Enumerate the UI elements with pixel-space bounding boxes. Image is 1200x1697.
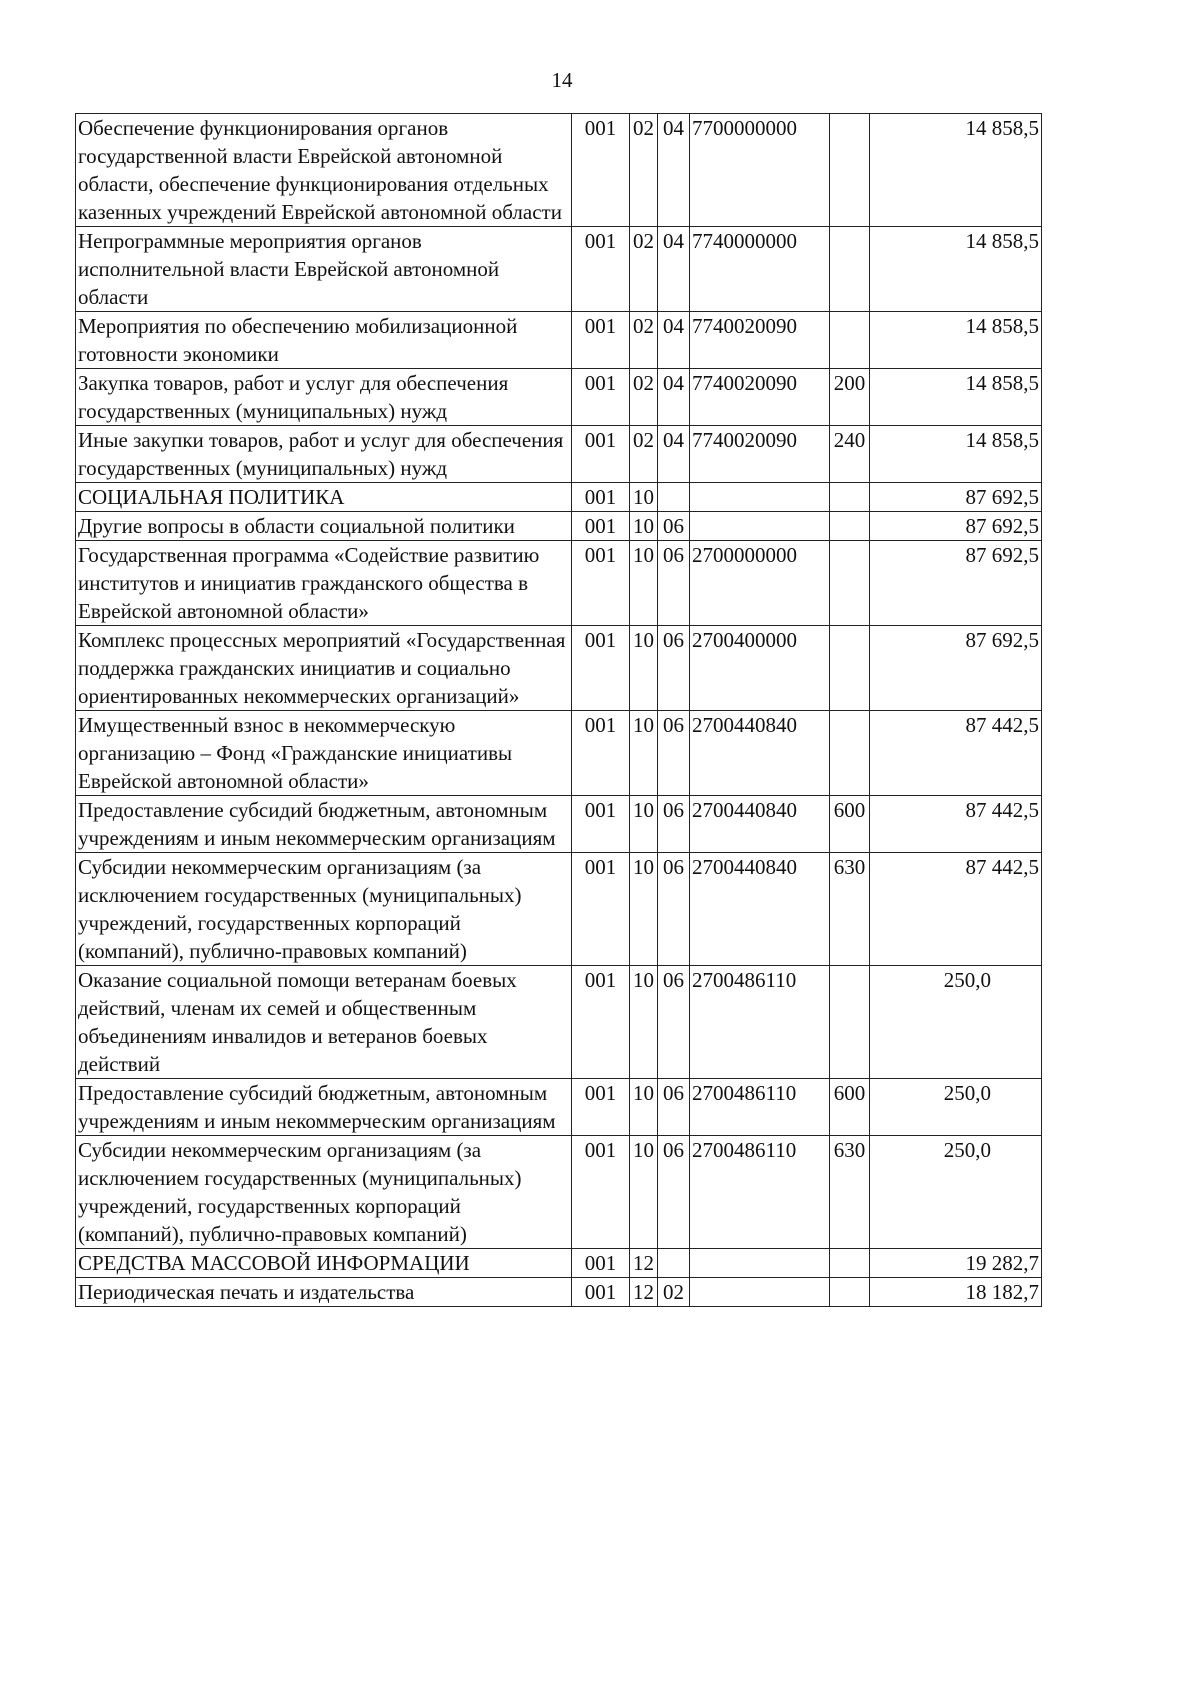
subsection-code-cell: 06 (658, 711, 690, 796)
subsection-code-cell: 04 (658, 312, 690, 369)
expense-type-cell (830, 483, 870, 512)
subsection-code-cell: 06 (658, 1079, 690, 1136)
subsection-code-cell: 04 (658, 426, 690, 483)
expense-type-cell (830, 512, 870, 541)
table-row (76, 426, 1042, 483)
table-row (76, 512, 1042, 541)
amount-cell: 19 282,7 (870, 1249, 1042, 1278)
budget-table-body (76, 114, 1042, 1307)
grbs-code-cell: 001 (572, 1079, 630, 1136)
expense-name-cell: Оказание социальной помощи ветеранам боевых действий, членам их семей и общественным объединениям инвалидов и ветеранов боевых действий (76, 966, 572, 1079)
subsection-code-cell: 06 (658, 796, 690, 853)
grbs-code-cell: 001 (572, 966, 630, 1079)
subsection-code-cell: 04 (658, 369, 690, 426)
amount-cell: 14 858,5 (870, 426, 1042, 483)
expense-type-cell: 630 (830, 1136, 870, 1249)
target-article-cell: 7740020090 (690, 426, 830, 483)
expense-type-cell (830, 114, 870, 227)
section-code-cell: 10 (630, 1079, 658, 1136)
table-row (76, 966, 1042, 1079)
table-row (76, 626, 1042, 711)
expense-type-cell (830, 711, 870, 796)
amount-cell: 87 692,5 (870, 512, 1042, 541)
amount-cell: 14 858,5 (870, 312, 1042, 369)
section-code-cell: 02 (630, 426, 658, 483)
amount-cell: 87 442,5 (870, 711, 1042, 796)
section-code-cell: 02 (630, 369, 658, 426)
grbs-code-cell: 001 (572, 483, 630, 512)
grbs-code-cell: 001 (572, 1136, 630, 1249)
amount-cell: 87 692,5 (870, 483, 1042, 512)
table-row (76, 541, 1042, 626)
subsection-code-cell: 06 (658, 1136, 690, 1249)
target-article-cell: 2700486110 (690, 1079, 830, 1136)
expense-name-cell: СРЕДСТВА МАССОВОЙ ИНФОРМАЦИИ (76, 1249, 572, 1278)
amount-cell: 14 858,5 (870, 114, 1042, 227)
amount-cell: 250,0 (870, 966, 1042, 1079)
section-code-cell: 02 (630, 227, 658, 312)
grbs-code-cell: 001 (572, 426, 630, 483)
section-code-cell: 12 (630, 1249, 658, 1278)
expense-name-cell: Закупка товаров, работ и услуг для обеспечения государственных (муниципальных) нужд (76, 369, 572, 426)
grbs-code-cell: 001 (572, 369, 630, 426)
amount-cell: 87 442,5 (870, 796, 1042, 853)
expense-type-cell (830, 1278, 870, 1307)
grbs-code-cell: 001 (572, 796, 630, 853)
amount-cell: 250,0 (870, 1079, 1042, 1136)
grbs-code-cell: 001 (572, 711, 630, 796)
section-code-cell: 10 (630, 1136, 658, 1249)
subsection-code-cell: 06 (658, 626, 690, 711)
expense-name-cell: Предоставление субсидий бюджетным, автономным учреждениям и иным некоммерческим организациям (76, 796, 572, 853)
target-article-cell (690, 483, 830, 512)
amount-cell: 18 182,7 (870, 1278, 1042, 1307)
grbs-code-cell: 001 (572, 1278, 630, 1307)
grbs-code-cell: 001 (572, 312, 630, 369)
table-row (76, 1136, 1042, 1249)
target-article-cell: 2700486110 (690, 966, 830, 1079)
expense-name-cell: Иные закупки товаров, работ и услуг для обеспечения государственных (муниципальных) нужд (76, 426, 572, 483)
grbs-code-cell: 001 (572, 512, 630, 541)
table-row (76, 1278, 1042, 1307)
subsection-code-cell (658, 483, 690, 512)
expense-name-cell: Субсидии некоммерческим организациям (за исключением государственных (муниципальных) учреждений, государственных корпораций (компаний), публично-правовых компаний) (76, 1136, 572, 1249)
section-code-cell: 10 (630, 512, 658, 541)
subsection-code-cell: 06 (658, 512, 690, 541)
target-article-cell: 7700000000 (690, 114, 830, 227)
target-article-cell: 2700440840 (690, 711, 830, 796)
expense-name-cell: Субсидии некоммерческим организациям (за исключением государственных (муниципальных) учреждений, государственных корпораций (компаний), публично-правовых компаний) (76, 853, 572, 966)
table-row (76, 711, 1042, 796)
target-article-cell: 2700000000 (690, 541, 830, 626)
target-article-cell: 2700400000 (690, 626, 830, 711)
target-article-cell: 7740020090 (690, 369, 830, 426)
subsection-code-cell: 04 (658, 227, 690, 312)
table-row (76, 114, 1042, 227)
table-row (76, 1249, 1042, 1278)
expense-name-cell: Комплекс процессных мероприятий «Государственная поддержка гражданских инициатив и социально ориентированных некоммерческих организаций» (76, 626, 572, 711)
grbs-code-cell: 001 (572, 1249, 630, 1278)
section-code-cell: 10 (630, 711, 658, 796)
expense-name-cell: Мероприятия по обеспечению мобилизационной готовности экономики (76, 312, 572, 369)
table-row (76, 1079, 1042, 1136)
subsection-code-cell: 06 (658, 966, 690, 1079)
table-row (76, 796, 1042, 853)
table-row (76, 483, 1042, 512)
amount-cell: 87 692,5 (870, 541, 1042, 626)
section-code-cell: 02 (630, 114, 658, 227)
target-article-cell: 2700486110 (690, 1136, 830, 1249)
expense-type-cell: 240 (830, 426, 870, 483)
page-number: 14 (551, 68, 573, 92)
table-row (76, 312, 1042, 369)
expense-name-cell: Государственная программа «Содействие развитию институтов и инициатив гражданского общества в Еврейской автономной области» (76, 541, 572, 626)
grbs-code-cell: 001 (572, 541, 630, 626)
expense-type-cell (830, 227, 870, 312)
expense-type-cell: 630 (830, 853, 870, 966)
section-code-cell: 02 (630, 312, 658, 369)
expense-name-cell: Предоставление субсидий бюджетным, автономным учреждениям и иным некоммерческим организациям (76, 1079, 572, 1136)
table-row (76, 369, 1042, 426)
amount-cell: 87 692,5 (870, 626, 1042, 711)
section-code-cell: 12 (630, 1278, 658, 1307)
section-code-cell: 10 (630, 796, 658, 853)
amount-cell: 87 442,5 (870, 853, 1042, 966)
expense-type-cell (830, 1249, 870, 1278)
section-code-cell: 10 (630, 853, 658, 966)
expense-name-cell: Имущественный взнос в некоммерческую организацию – Фонд «Гражданские инициативы Еврейской автономной области» (76, 711, 572, 796)
target-article-cell: 7740020090 (690, 312, 830, 369)
section-code-cell: 10 (630, 966, 658, 1079)
expense-type-cell (830, 966, 870, 1079)
expense-type-cell: 200 (830, 369, 870, 426)
amount-cell: 250,0 (870, 1136, 1042, 1249)
target-article-cell (690, 1249, 830, 1278)
target-article-cell (690, 512, 830, 541)
expense-name-cell: Другие вопросы в области социальной политики (76, 512, 572, 541)
subsection-code-cell (658, 1249, 690, 1278)
expense-type-cell (830, 312, 870, 369)
subsection-code-cell: 04 (658, 114, 690, 227)
grbs-code-cell: 001 (572, 227, 630, 312)
amount-cell: 14 858,5 (870, 369, 1042, 426)
subsection-code-cell: 06 (658, 541, 690, 626)
expense-name-cell: Непрограммные мероприятия органов исполнительной власти Еврейской автономной области (76, 227, 572, 312)
target-article-cell: 7740000000 (690, 227, 830, 312)
target-article-cell: 2700440840 (690, 796, 830, 853)
grbs-code-cell: 001 (572, 626, 630, 711)
subsection-code-cell: 02 (658, 1278, 690, 1307)
target-article-cell: 2700440840 (690, 853, 830, 966)
table-row (76, 227, 1042, 312)
subsection-code-cell: 06 (658, 853, 690, 966)
budget-table (75, 113, 1042, 1307)
section-code-cell: 10 (630, 626, 658, 711)
expense-type-cell (830, 626, 870, 711)
expense-type-cell: 600 (830, 796, 870, 853)
expense-name-cell: Периодическая печать и издательства (76, 1278, 572, 1307)
expense-type-cell (830, 541, 870, 626)
grbs-code-cell: 001 (572, 114, 630, 227)
target-article-cell (690, 1278, 830, 1307)
section-code-cell: 10 (630, 483, 658, 512)
expense-name-cell: Обеспечение функционирования органов государственной власти Еврейской автономной области, обеспечение функционирования отдельных казенных учреждений Еврейской автономной области (76, 114, 572, 227)
grbs-code-cell: 001 (572, 853, 630, 966)
expense-type-cell: 600 (830, 1079, 870, 1136)
section-code-cell: 10 (630, 541, 658, 626)
table-row (76, 853, 1042, 966)
expense-name-cell: СОЦИАЛЬНАЯ ПОЛИТИКА (76, 483, 572, 512)
amount-cell: 14 858,5 (870, 227, 1042, 312)
